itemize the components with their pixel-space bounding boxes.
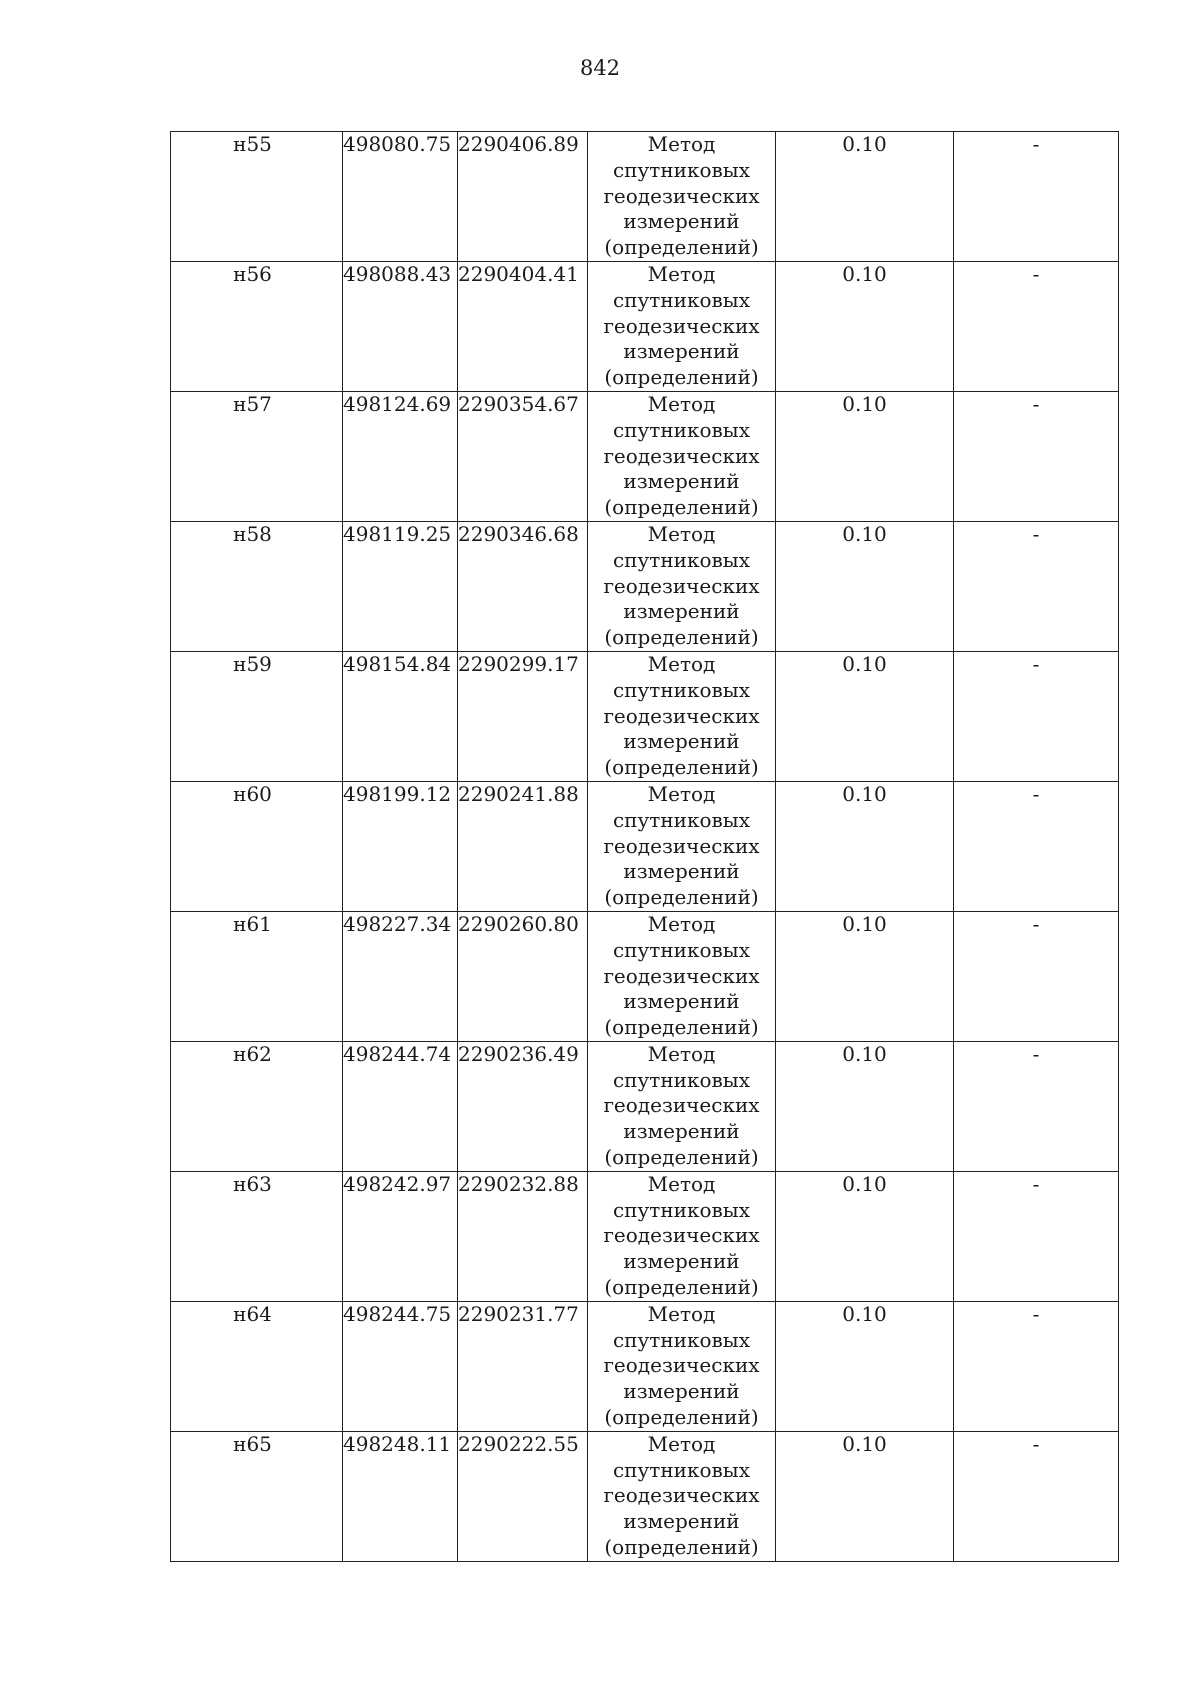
table-row (171, 1171, 1119, 1301)
method-text-line: геодезических (603, 1483, 760, 1508)
method-text-line: Метод (647, 1301, 716, 1326)
note-cell: - (954, 521, 1119, 651)
method-cell (588, 1301, 776, 1431)
coordinates-table (170, 131, 1119, 1562)
method-text-line: измерений (623, 599, 740, 624)
method-cell (588, 781, 776, 911)
method-text-line: измерений (623, 469, 740, 494)
note-cell: - (954, 1431, 1119, 1561)
x-coordinate-cell: 498227.34 (343, 911, 458, 1041)
method-text-line: измерений (623, 1249, 740, 1274)
y-coordinate-cell: 2290346.68 (458, 521, 588, 651)
method-text-line: (определений) (604, 1015, 759, 1040)
method-text-line: (определений) (604, 1145, 759, 1170)
table-body (171, 132, 1119, 1562)
accuracy-cell: 0.10 (776, 1041, 954, 1171)
note-cell: - (954, 1301, 1119, 1431)
method-text-line: геодезических (603, 443, 760, 468)
accuracy-cell: 0.10 (776, 391, 954, 521)
method-cell (588, 132, 776, 262)
page-number: 842 (579, 56, 621, 80)
y-coordinate-cell: 2290231.77 (458, 1301, 588, 1431)
method-text-line: геодезических (603, 313, 760, 338)
x-coordinate-cell: 498080.75 (343, 132, 458, 262)
point-id-cell: н61 (171, 911, 343, 1041)
accuracy-cell: 0.10 (776, 132, 954, 262)
method-text-line: спутниковых (612, 677, 751, 702)
method-text-line: спутниковых (612, 417, 751, 442)
table-row (171, 781, 1119, 911)
table-row (171, 911, 1119, 1041)
method-text-line: спутниковых (612, 1067, 751, 1092)
method-text-line: измерений (623, 339, 740, 364)
y-coordinate-cell: 2290222.55 (458, 1431, 588, 1561)
method-cell (588, 521, 776, 651)
accuracy-cell: 0.10 (776, 1301, 954, 1431)
note-cell: - (954, 391, 1119, 521)
note-cell: - (954, 261, 1119, 391)
method-text-line: спутниковых (612, 1457, 751, 1482)
method-text-line: геодезических (603, 183, 760, 208)
method-text-line: Метод (647, 132, 716, 156)
method-cell (588, 651, 776, 781)
method-cell (588, 391, 776, 521)
method-text-line: измерений (623, 729, 740, 754)
method-text-line: Метод (647, 911, 716, 936)
method-cell (588, 911, 776, 1041)
table-row (171, 391, 1119, 521)
table-row (171, 521, 1119, 651)
point-id-cell: н62 (171, 1041, 343, 1171)
method-text-line: Метод (647, 1431, 716, 1456)
method-text-line: (определений) (604, 1405, 759, 1430)
method-text-line: спутниковых (612, 1327, 751, 1352)
method-text-line: Метод (647, 1041, 716, 1066)
point-id-cell: н59 (171, 651, 343, 781)
x-coordinate-cell: 498242.97 (343, 1171, 458, 1301)
x-coordinate-cell: 498088.43 (343, 261, 458, 391)
y-coordinate-cell: 2290260.80 (458, 911, 588, 1041)
method-text-line: (определений) (604, 495, 759, 520)
accuracy-cell: 0.10 (776, 781, 954, 911)
y-coordinate-cell: 2290241.88 (458, 781, 588, 911)
table-row (171, 1041, 1119, 1171)
accuracy-cell: 0.10 (776, 911, 954, 1041)
method-text-line: спутниковых (612, 547, 751, 572)
method-text-line: геодезических (603, 703, 760, 728)
point-id-cell: н65 (171, 1431, 343, 1561)
method-text-line: спутниковых (612, 287, 751, 312)
y-coordinate-cell: 2290406.89 (458, 132, 588, 262)
method-text-line: измерений (623, 859, 740, 884)
method-text-line: спутниковых (612, 157, 751, 182)
method-text-line: (определений) (604, 1535, 759, 1560)
method-text-line: измерений (623, 1509, 740, 1534)
method-text-line: (определений) (604, 365, 759, 390)
note-cell: - (954, 911, 1119, 1041)
method-text-line: измерений (623, 1119, 740, 1144)
method-text-line: спутниковых (612, 807, 751, 832)
accuracy-cell: 0.10 (776, 1171, 954, 1301)
method-text-line: геодезических (603, 1353, 760, 1378)
x-coordinate-cell: 498124.69 (343, 391, 458, 521)
method-text-line: геодезических (603, 1093, 760, 1118)
method-cell (588, 1041, 776, 1171)
accuracy-cell: 0.10 (776, 1431, 954, 1561)
y-coordinate-cell: 2290236.49 (458, 1041, 588, 1171)
note-cell: - (954, 1171, 1119, 1301)
method-text-line: (определений) (604, 625, 759, 650)
method-text-line: измерений (623, 989, 740, 1014)
method-text-line: геодезических (603, 1223, 760, 1248)
x-coordinate-cell: 498154.84 (343, 651, 458, 781)
point-id-cell: н56 (171, 261, 343, 391)
method-text-line: Метод (647, 391, 716, 416)
table-row (171, 1301, 1119, 1431)
point-id-cell: н55 (171, 132, 343, 262)
table-row (171, 132, 1119, 262)
method-text-line: (определений) (604, 755, 759, 780)
y-coordinate-cell: 2290404.41 (458, 261, 588, 391)
y-coordinate-cell: 2290232.88 (458, 1171, 588, 1301)
method-text-line: геодезических (603, 833, 760, 858)
method-text-line: (определений) (604, 885, 759, 910)
x-coordinate-cell: 498248.11 (343, 1431, 458, 1561)
y-coordinate-cell: 2290299.17 (458, 651, 588, 781)
method-cell (588, 1431, 776, 1561)
method-text-line: спутниковых (612, 1197, 751, 1222)
point-id-cell: н64 (171, 1301, 343, 1431)
point-id-cell: н57 (171, 391, 343, 521)
x-coordinate-cell: 498244.74 (343, 1041, 458, 1171)
point-id-cell: н60 (171, 781, 343, 911)
table-row (171, 651, 1119, 781)
method-cell (588, 1171, 776, 1301)
x-coordinate-cell: 498119.25 (343, 521, 458, 651)
accuracy-cell: 0.10 (776, 261, 954, 391)
method-text-line: Метод (647, 521, 716, 546)
point-id-cell: н58 (171, 521, 343, 651)
method-text-line: измерений (623, 1379, 740, 1404)
point-id-cell: н63 (171, 1171, 343, 1301)
note-cell: - (954, 781, 1119, 911)
method-text-line: Метод (647, 261, 716, 286)
method-cell (588, 261, 776, 391)
method-text-line: геодезических (603, 573, 760, 598)
method-text-line: спутниковых (612, 937, 751, 962)
method-text-line: измерений (623, 209, 740, 234)
table-row (171, 261, 1119, 391)
method-text-line: Метод (647, 651, 716, 676)
method-text-line: (определений) (604, 1275, 759, 1300)
note-cell: - (954, 132, 1119, 262)
accuracy-cell: 0.10 (776, 521, 954, 651)
method-text-line: Метод (647, 781, 716, 806)
accuracy-cell: 0.10 (776, 651, 954, 781)
method-text-line: (определений) (604, 235, 759, 260)
method-text-line: Метод (647, 1171, 716, 1196)
note-cell: - (954, 651, 1119, 781)
table-row (171, 1431, 1119, 1561)
method-text-line: геодезических (603, 963, 760, 988)
x-coordinate-cell: 498199.12 (343, 781, 458, 911)
x-coordinate-cell: 498244.75 (343, 1301, 458, 1431)
note-cell: - (954, 1041, 1119, 1171)
y-coordinate-cell: 2290354.67 (458, 391, 588, 521)
